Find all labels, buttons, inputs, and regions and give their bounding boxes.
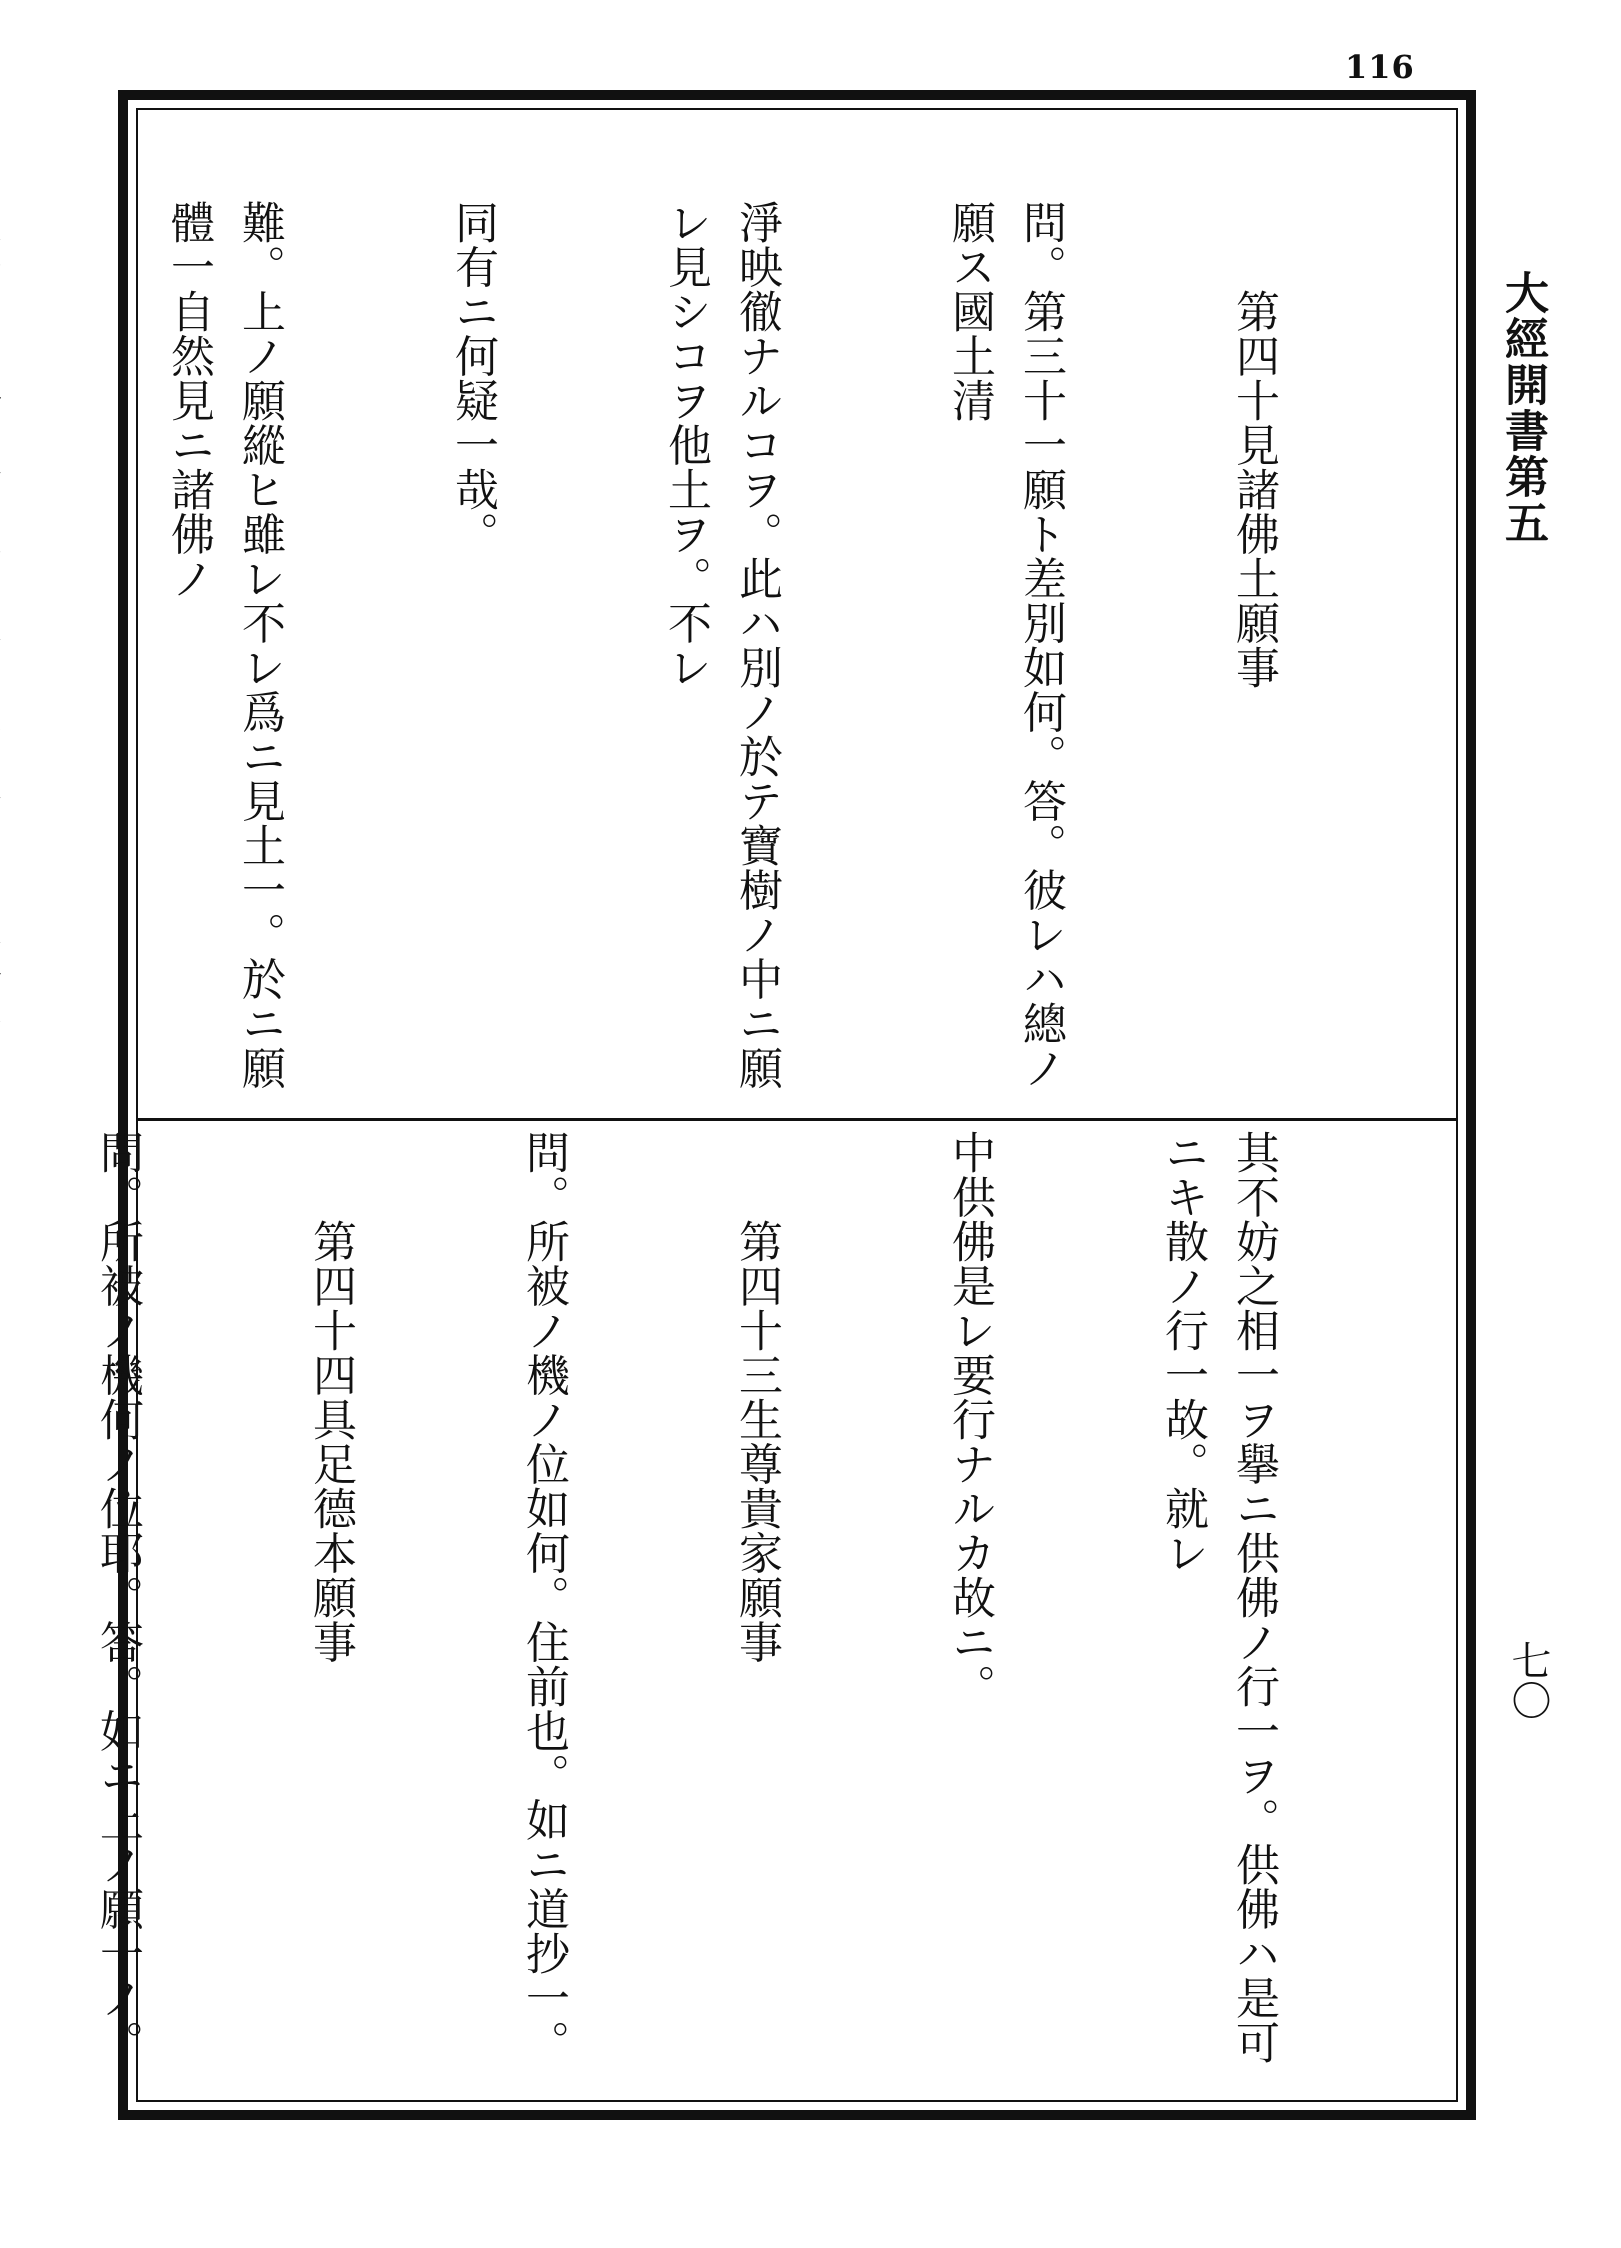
page-number: 116 — [1345, 48, 1415, 86]
text-column: 問。所被ノ機ノ位如何。住前也。如ニ道抄一。 — [518, 1130, 569, 2065]
text-column: 問。所被ノ機何ノ位耶。答。如ニ上ノ願一ノ。 — [92, 1130, 143, 2065]
margin-book-title: 大經開書第五 — [1497, 270, 1548, 546]
text-column: 中供佛是レ要行ナルカ故ニ。 — [944, 1130, 995, 1709]
lower-text-block — [0, 1130, 1431, 2080]
text-column: 第四十三生尊貴家願事 — [731, 1130, 782, 1664]
text-column: 難。上ノ願縱ヒ雖レ不レ爲ニ見土一。於ニ願體一自然見ニ諸佛ノ — [163, 200, 285, 1090]
text-column: 其不妨之相一ヲ擧ニ供佛ノ行一ヲ。供佛ハ是可ニキ散ノ行一故。就レ — [1157, 1130, 1279, 2065]
upper-text-block — [0, 200, 1431, 1100]
text-column: 同有ニ何疑一哉。 — [447, 200, 498, 556]
margin-folio: 七〇 — [1505, 1640, 1551, 1720]
text-column: 第四十四具足德本願事 — [305, 1130, 356, 1664]
text-column: 第四十見諸佛土願事 — [1228, 200, 1279, 690]
section-divider — [136, 1118, 1458, 1121]
text-column: 淨映徹ナルコヲ。此ハ別ノ於テ寶樹ノ中ニ願レ見シコヲ他土ヲ。不レ — [660, 200, 782, 1090]
text-column — [0, 200, 11, 1100]
text-column: 問。第三十一願ト差別如何。答。彼レハ總ノ願ス國土清 — [944, 200, 1066, 1090]
